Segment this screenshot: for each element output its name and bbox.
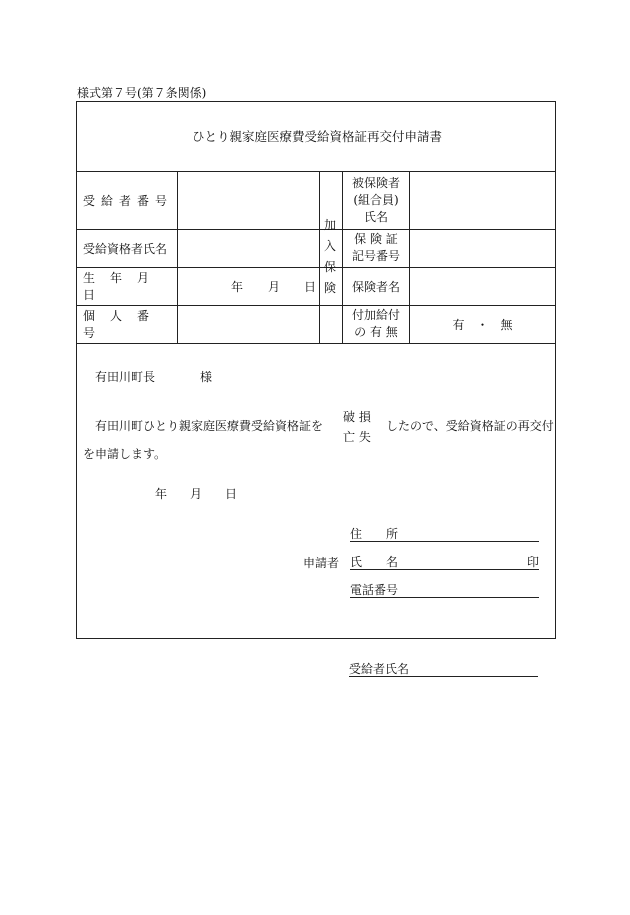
- label-insurance-card-number: [343, 229, 409, 267]
- label-recipient-number: 受給者番号: [83, 193, 174, 208]
- card-number-line-2: 記号番号: [351, 249, 400, 263]
- application-form-box: [76, 101, 556, 639]
- address-label: 住 所: [350, 527, 399, 541]
- phone-label: 電話番号: [350, 583, 399, 597]
- input-insured-name[interactable]: [410, 171, 555, 229]
- insurance-char-4: 険: [324, 281, 337, 295]
- insurance-char-1: 加: [324, 218, 337, 232]
- date-day-unit: 日: [225, 487, 238, 501]
- input-insurance-card-number[interactable]: [410, 229, 555, 267]
- addressee: 有田川町長: [95, 370, 156, 384]
- additional-benefit-choice[interactable]: 有 ・ 無: [452, 317, 513, 332]
- col-line-2: [319, 171, 320, 343]
- label-birth-date: 生年月日: [83, 271, 165, 302]
- label-recipient-name: 受給資格者氏名: [83, 241, 168, 256]
- label-insured-name: [343, 172, 409, 229]
- form-number-label: 様式第７号(第７条関係): [77, 86, 207, 100]
- seal-mark: 印: [526, 555, 539, 569]
- birth-year-unit: 年: [231, 279, 244, 294]
- card-number-line-1: 保 険 証: [354, 232, 398, 246]
- label-personal-number: 個人番号: [83, 309, 165, 340]
- applicant-label: 申請者: [303, 556, 340, 570]
- input-insurer-name[interactable]: [410, 267, 555, 305]
- body-text-lead: 有田川町ひとり親家庭医療費受給資格証を: [95, 419, 324, 433]
- body-text-tail: したので、受給資格証の再交付: [386, 419, 554, 433]
- insured-name-line-2: (組合員): [353, 193, 399, 207]
- recipient-signature-field[interactable]: [349, 659, 538, 677]
- input-recipient-name[interactable]: [178, 229, 318, 267]
- input-recipient-number[interactable]: [178, 171, 318, 229]
- insurance-char-3: 保: [324, 260, 337, 274]
- body-text-line2: を申請します。: [83, 447, 167, 461]
- table-bottom-line: [77, 343, 555, 344]
- input-birth-date[interactable]: [178, 267, 318, 305]
- recipient-signature-label: 受給者氏名: [349, 662, 410, 676]
- reason-damaged[interactable]: 破 損: [343, 410, 371, 424]
- insured-name-line-3: 氏名: [363, 210, 388, 224]
- form-title: ひとり親家庭医療費受給資格証再交付申請書: [191, 129, 442, 144]
- insurance-group-label: [324, 215, 336, 299]
- benefit-line-2: の 有 無: [354, 325, 398, 339]
- insurance-char-2: 入: [324, 239, 337, 253]
- birth-day-unit: 日: [304, 279, 317, 294]
- date-month-unit: 月: [190, 487, 203, 501]
- name-label: 氏 名: [350, 555, 399, 569]
- input-personal-number[interactable]: [178, 305, 318, 343]
- addressee-suffix: 様: [200, 370, 213, 384]
- reason-options[interactable]: [343, 407, 371, 447]
- address-field[interactable]: [350, 524, 539, 542]
- phone-field[interactable]: [350, 580, 539, 598]
- label-additional-benefit: [343, 305, 409, 343]
- date-year-unit: 年: [155, 487, 168, 501]
- insured-name-line-1: 被保険者: [351, 176, 400, 190]
- label-insurer-name: 保険者名: [351, 279, 400, 294]
- benefit-line-1: 付加給付: [351, 308, 400, 322]
- birth-month-unit: 月: [268, 279, 281, 294]
- reason-lost[interactable]: 亡 失: [343, 430, 371, 444]
- name-field[interactable]: [350, 552, 539, 570]
